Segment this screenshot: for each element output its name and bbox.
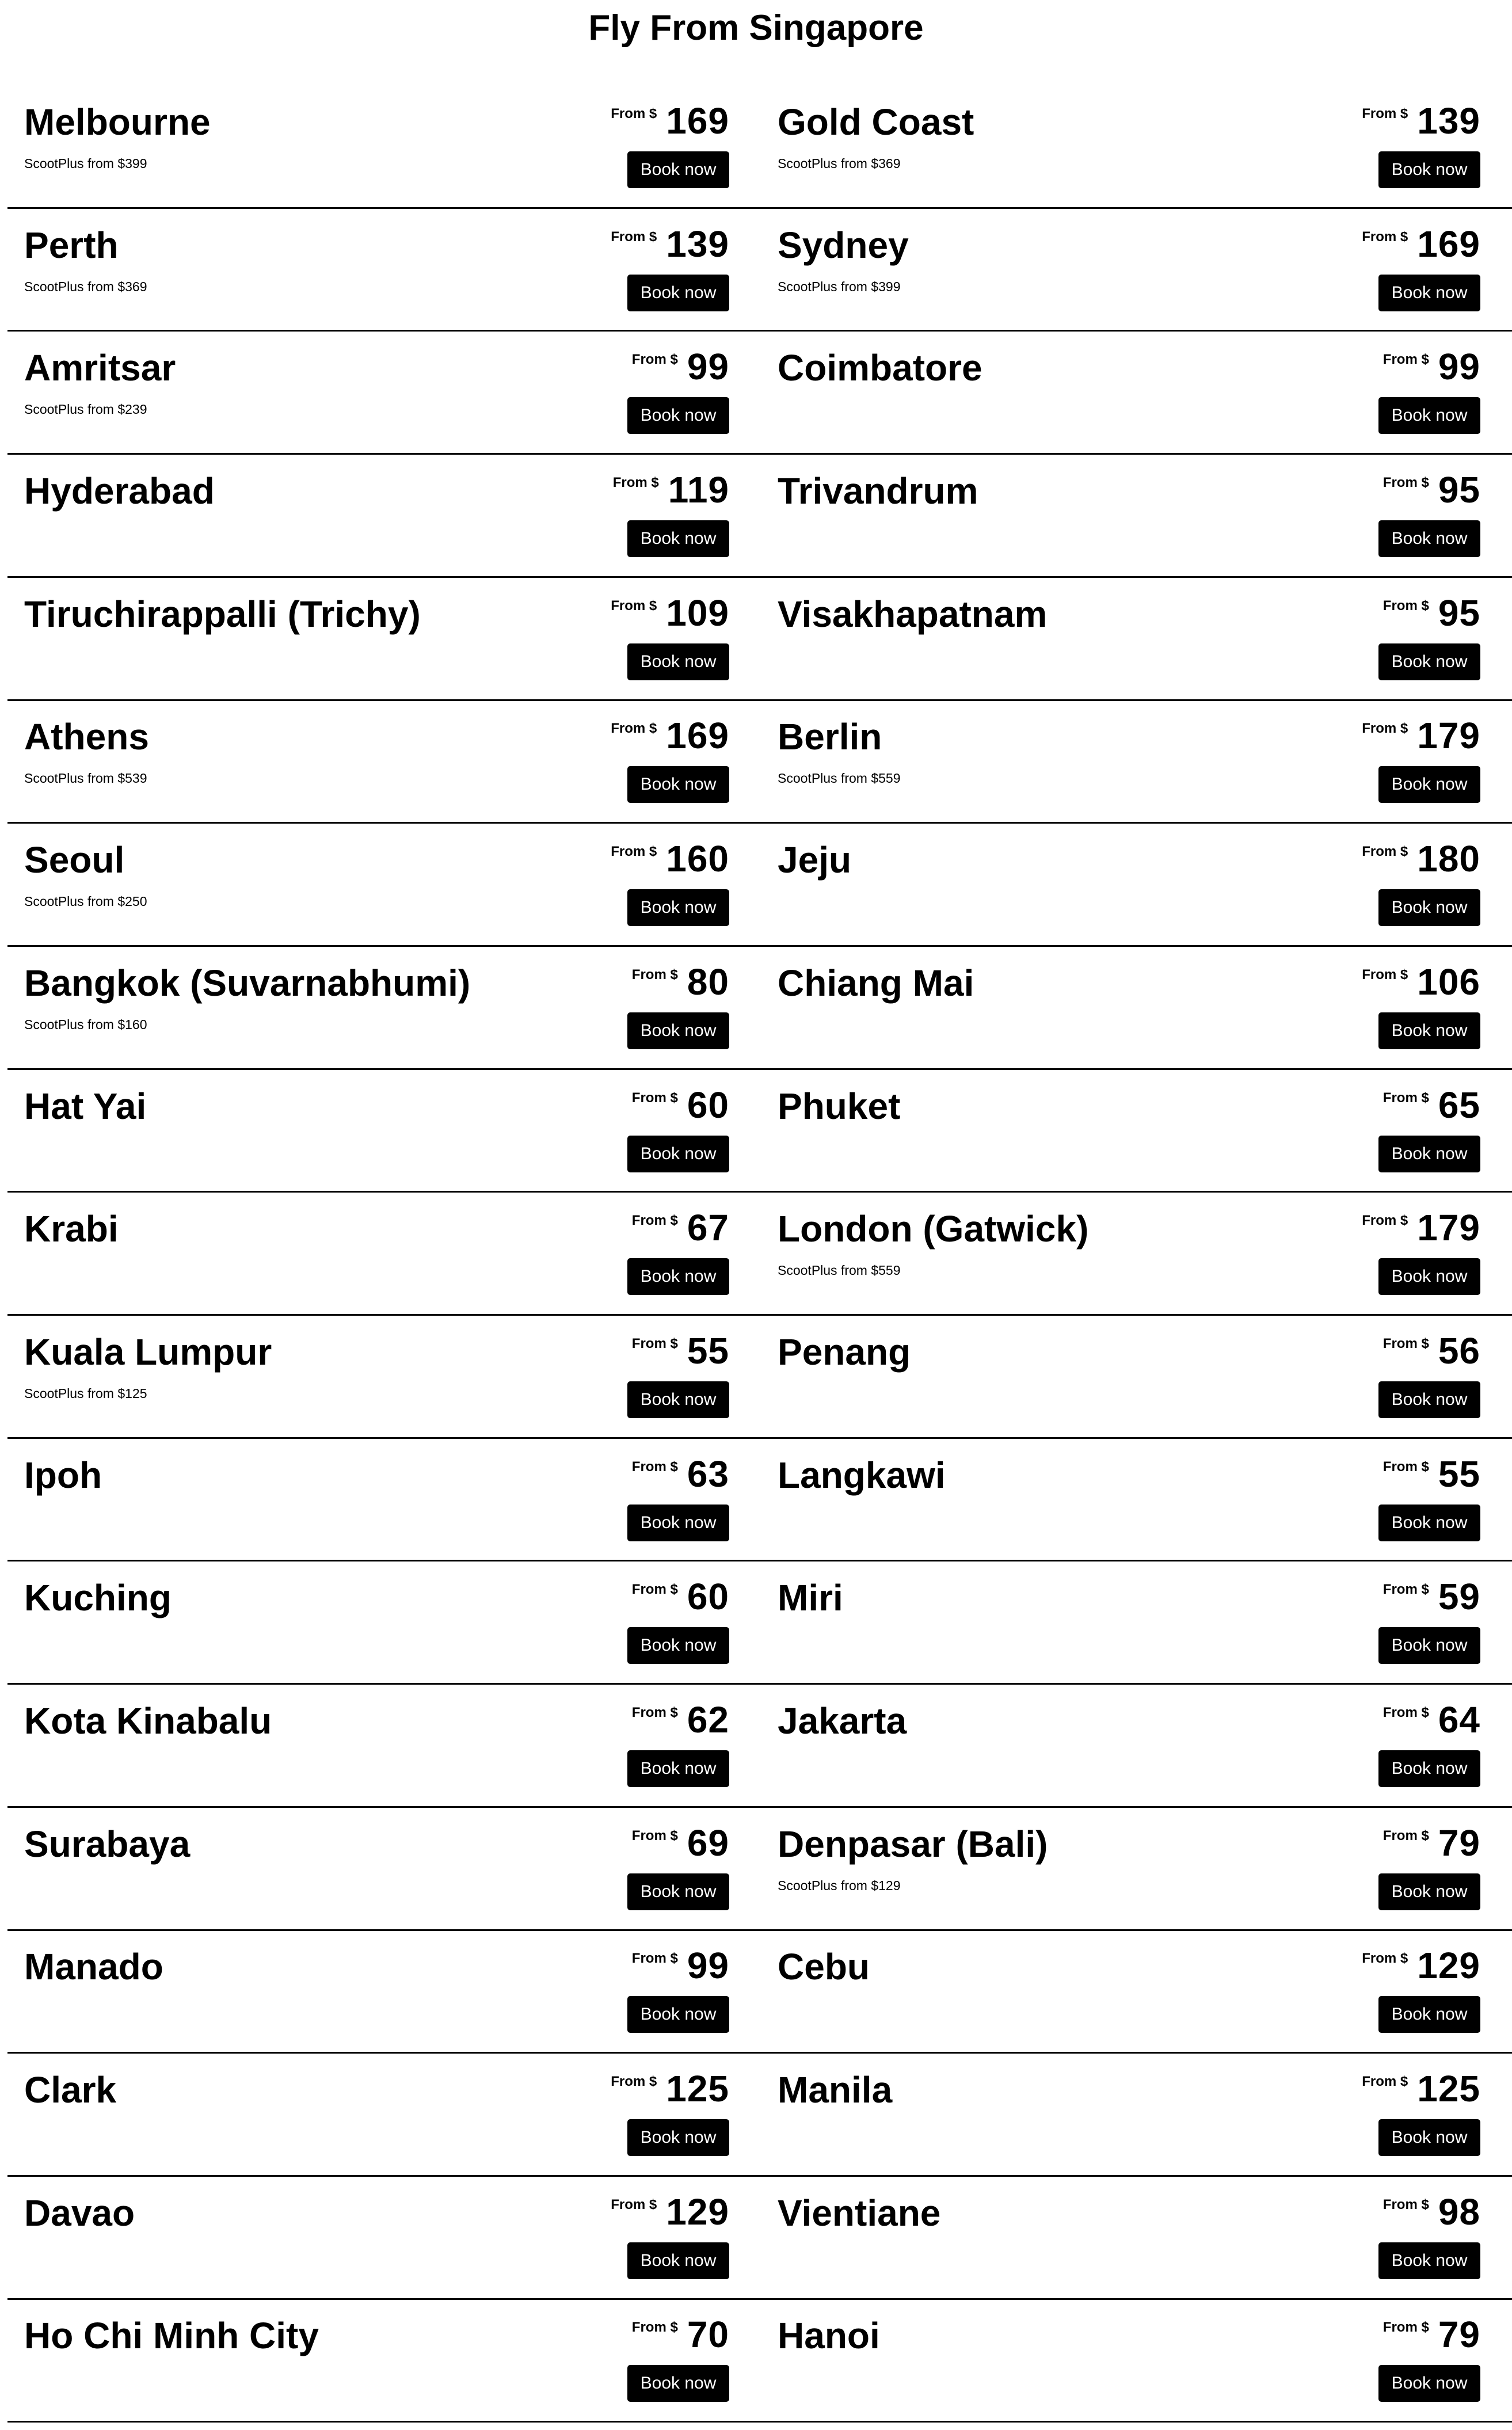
destination-card bbox=[761, 700, 1512, 823]
book-now-button[interactable]: Book now bbox=[1378, 2365, 1480, 2402]
fare-price bbox=[611, 592, 729, 634]
fare-amount: 99 bbox=[687, 1945, 729, 1987]
fare-price bbox=[1362, 715, 1480, 757]
from-label: From $ bbox=[631, 966, 678, 982]
destination-name: Miri bbox=[778, 1577, 843, 1619]
destination-card bbox=[761, 2299, 1512, 2422]
destination-name: Kuching bbox=[24, 1577, 172, 1619]
from-label: From $ bbox=[631, 1704, 678, 1720]
row-divider bbox=[7, 207, 1512, 209]
destination-name: Krabi bbox=[24, 1208, 119, 1250]
fare-amount: 106 bbox=[1417, 961, 1480, 1003]
fare-price bbox=[1362, 223, 1480, 265]
destination-name: Langkawi bbox=[778, 1454, 946, 1496]
fare-amount: 60 bbox=[687, 1084, 729, 1126]
from-label: From $ bbox=[1382, 1827, 1429, 1844]
fare-amount: 139 bbox=[1417, 100, 1480, 142]
destination-card bbox=[761, 1930, 1512, 2053]
fare-price bbox=[631, 1945, 729, 1987]
destination-card bbox=[7, 2053, 761, 2176]
book-now-button[interactable]: Book now bbox=[1378, 1996, 1480, 2033]
from-label: From $ bbox=[1362, 1951, 1408, 1967]
fare-amount: 129 bbox=[1417, 1945, 1480, 1987]
fare-price bbox=[1362, 1207, 1480, 1249]
scootplus-fare: ScootPlus from $239 bbox=[24, 402, 147, 417]
fare-price bbox=[611, 223, 729, 265]
fare-price bbox=[631, 1576, 729, 1618]
row-divider bbox=[7, 1806, 1512, 1808]
from-label: From $ bbox=[631, 1582, 678, 1598]
destination-card bbox=[761, 2176, 1512, 2299]
fare-price bbox=[1382, 1576, 1480, 1618]
scootplus-fare: ScootPlus from $399 bbox=[24, 156, 147, 171]
fare-amount: 95 bbox=[1438, 592, 1480, 634]
destination-card bbox=[761, 1315, 1512, 1438]
from-label: From $ bbox=[1362, 106, 1408, 121]
fare-amount: 79 bbox=[1438, 2314, 1480, 2356]
row-divider bbox=[7, 2421, 1512, 2423]
book-now-button[interactable]: Book now bbox=[1378, 643, 1480, 680]
destination-card bbox=[761, 1192, 1512, 1315]
destination-card bbox=[761, 1069, 1512, 1193]
row-divider bbox=[7, 1929, 1512, 1931]
destination-card bbox=[7, 946, 761, 1069]
from-label: From $ bbox=[631, 1458, 678, 1475]
destination-name: Seoul bbox=[24, 839, 125, 881]
row-divider bbox=[7, 1314, 1512, 1316]
fare-amount: 119 bbox=[668, 469, 729, 511]
fare-price bbox=[1362, 838, 1480, 880]
row-divider bbox=[7, 699, 1512, 701]
fare-price bbox=[611, 715, 729, 757]
fare-price bbox=[631, 1453, 729, 1495]
from-label: From $ bbox=[1382, 475, 1429, 491]
destination-name: Vientiane bbox=[778, 2192, 941, 2234]
fare-amount: 180 bbox=[1417, 838, 1480, 880]
destination-name: Athens bbox=[24, 716, 149, 758]
destination-name: Visakhapatnam bbox=[778, 593, 1048, 635]
fare-price bbox=[611, 838, 729, 880]
row-divider bbox=[7, 330, 1512, 332]
destination-card bbox=[7, 577, 761, 700]
destination-card bbox=[761, 946, 1512, 1069]
destination-card bbox=[7, 454, 761, 577]
scootplus-fare: ScootPlus from $559 bbox=[778, 1263, 901, 1278]
fare-amount: 169 bbox=[666, 100, 729, 142]
book-now-button[interactable]: Book now bbox=[627, 151, 729, 188]
book-now-button[interactable]: Book now bbox=[627, 1627, 729, 1664]
fare-amount: 65 bbox=[1438, 1084, 1480, 1126]
book-now-button[interactable]: Book now bbox=[1378, 889, 1480, 926]
fare-amount: 60 bbox=[687, 1576, 729, 1618]
book-now-button[interactable]: Book now bbox=[1378, 151, 1480, 188]
destination-name: Chiang Mai bbox=[778, 962, 974, 1004]
fare-amount: 79 bbox=[1438, 1822, 1480, 1864]
scootplus-fare: ScootPlus from $129 bbox=[778, 1877, 901, 1893]
book-now-button[interactable]: Book now bbox=[1378, 2242, 1480, 2279]
book-now-button[interactable]: Book now bbox=[1378, 1381, 1480, 1418]
from-label: From $ bbox=[1382, 1090, 1429, 1106]
fare-amount: 129 bbox=[666, 2191, 729, 2233]
fare-amount: 109 bbox=[666, 592, 729, 634]
book-now-button[interactable]: Book now bbox=[1378, 2119, 1480, 2156]
destination-name: Ho Chi Minh City bbox=[24, 2315, 319, 2357]
book-now-button[interactable]: Book now bbox=[627, 889, 729, 926]
from-label: From $ bbox=[1382, 1704, 1429, 1720]
fare-price bbox=[611, 100, 729, 142]
row-divider bbox=[7, 2298, 1512, 2300]
destination-name: Hyderabad bbox=[24, 470, 215, 512]
fare-price bbox=[1362, 1945, 1480, 1987]
destination-name: Gold Coast bbox=[778, 101, 974, 143]
destination-name: Berlin bbox=[778, 716, 882, 758]
destination-name: Manila bbox=[778, 2069, 893, 2111]
fare-price bbox=[1382, 592, 1480, 634]
destination-name: Bangkok (Suvarnabhumi) bbox=[24, 962, 471, 1004]
book-now-button[interactable]: Book now bbox=[1378, 1505, 1480, 1541]
book-now-button[interactable]: Book now bbox=[1378, 1873, 1480, 1910]
fare-amount: 179 bbox=[1417, 715, 1480, 757]
destination-name: Surabaya bbox=[24, 1823, 191, 1865]
destination-name: Kuala Lumpur bbox=[24, 1331, 272, 1373]
destination-name: Manado bbox=[24, 1946, 163, 1988]
destination-card bbox=[761, 208, 1512, 332]
fare-price bbox=[631, 1207, 729, 1249]
fare-amount: 125 bbox=[666, 2068, 729, 2109]
fare-amount: 179 bbox=[1417, 1207, 1480, 1249]
row-divider bbox=[7, 945, 1512, 947]
fare-amount: 69 bbox=[687, 1822, 729, 1864]
from-label: From $ bbox=[631, 1213, 678, 1229]
from-label: From $ bbox=[1362, 2074, 1408, 2089]
fare-price bbox=[1362, 961, 1480, 1003]
scootplus-fare: ScootPlus from $160 bbox=[24, 1016, 147, 1032]
book-now-button[interactable]: Book now bbox=[627, 2119, 729, 2156]
row-divider bbox=[7, 1068, 1512, 1070]
fare-price bbox=[1382, 1822, 1480, 1864]
destination-card bbox=[761, 2053, 1512, 2176]
book-now-button[interactable]: Book now bbox=[627, 2365, 729, 2402]
destination-name: Tiruchirappalli (Trichy) bbox=[24, 593, 421, 635]
from-label: From $ bbox=[631, 1335, 678, 1351]
fare-price bbox=[612, 469, 729, 511]
fare-amount: 139 bbox=[666, 223, 729, 265]
destination-card bbox=[7, 1192, 761, 1315]
book-now-button[interactable]: Book now bbox=[627, 643, 729, 680]
fare-price bbox=[1382, 346, 1480, 388]
from-label: From $ bbox=[612, 475, 659, 491]
from-label: From $ bbox=[611, 106, 657, 121]
from-label: From $ bbox=[1382, 352, 1429, 368]
book-now-button[interactable]: Book now bbox=[1378, 1627, 1480, 1664]
destination-name: Sydney bbox=[778, 224, 909, 266]
from-label: From $ bbox=[611, 2196, 657, 2212]
book-now-button[interactable]: Book now bbox=[627, 1505, 729, 1541]
fare-amount: 169 bbox=[666, 715, 729, 757]
destination-name: Hanoi bbox=[778, 2315, 880, 2357]
fare-price bbox=[611, 2070, 729, 2107]
row-divider bbox=[7, 1437, 1512, 1439]
from-label: From $ bbox=[631, 1090, 678, 1106]
from-label: From $ bbox=[1382, 2319, 1429, 2336]
destination-card bbox=[761, 823, 1512, 946]
destination-name: Jeju bbox=[778, 839, 852, 881]
fare-price bbox=[1382, 469, 1480, 511]
scootplus-fare: ScootPlus from $250 bbox=[24, 894, 147, 909]
fare-price bbox=[631, 346, 729, 388]
destination-name: Clark bbox=[24, 2069, 117, 2111]
book-now-button[interactable]: Book now bbox=[627, 275, 729, 311]
book-now-button[interactable]: Book now bbox=[627, 520, 729, 557]
fare-price bbox=[631, 1330, 729, 1372]
destination-card bbox=[7, 2299, 761, 2422]
fare-price bbox=[1382, 1698, 1480, 1740]
fare-price bbox=[1382, 2191, 1480, 2233]
destination-card bbox=[761, 577, 1512, 700]
book-now-button[interactable]: Book now bbox=[627, 1381, 729, 1418]
destination-name: Trivandrum bbox=[778, 470, 978, 512]
destination-card bbox=[7, 1315, 761, 1438]
destination-name: Perth bbox=[24, 224, 119, 266]
scootplus-fare: ScootPlus from $369 bbox=[778, 156, 901, 171]
destination-name: Amritsar bbox=[24, 347, 176, 389]
fare-amount: 63 bbox=[687, 1453, 729, 1495]
fare-amount: 95 bbox=[1438, 469, 1480, 511]
from-label: From $ bbox=[1362, 721, 1408, 737]
destination-name: Davao bbox=[24, 2192, 135, 2234]
destination-card bbox=[7, 208, 761, 332]
fare-amount: 56 bbox=[1438, 1330, 1480, 1372]
from-label: From $ bbox=[1382, 1458, 1429, 1475]
row-divider bbox=[7, 2052, 1512, 2054]
from-label: From $ bbox=[1382, 2196, 1429, 2212]
book-now-button[interactable]: Book now bbox=[627, 397, 729, 434]
row-divider bbox=[7, 453, 1512, 455]
fare-amount: 62 bbox=[687, 1698, 729, 1740]
from-label: From $ bbox=[631, 2319, 678, 2336]
from-label: From $ bbox=[631, 1827, 678, 1844]
fare-amount: 99 bbox=[687, 346, 729, 388]
from-label: From $ bbox=[1362, 844, 1408, 860]
destination-card bbox=[7, 823, 761, 946]
scootplus-fare: ScootPlus from $539 bbox=[24, 771, 147, 786]
destination-card bbox=[761, 454, 1512, 577]
destination-name: Kota Kinabalu bbox=[24, 1700, 272, 1742]
fare-amount: 125 bbox=[1417, 2068, 1480, 2109]
book-now-button[interactable]: Book now bbox=[1378, 397, 1480, 434]
destination-card bbox=[7, 331, 761, 454]
fare-price bbox=[611, 2191, 729, 2233]
row-divider bbox=[7, 822, 1512, 824]
destination-name: Melbourne bbox=[24, 101, 211, 143]
from-label: From $ bbox=[1382, 597, 1429, 614]
from-label: From $ bbox=[611, 597, 657, 614]
destination-card bbox=[761, 1807, 1512, 1930]
destination-card bbox=[7, 1807, 761, 1930]
fare-price bbox=[1382, 2314, 1480, 2356]
destination-card bbox=[761, 331, 1512, 454]
book-now-button[interactable]: Book now bbox=[627, 1012, 729, 1049]
destination-name: London (Gatwick) bbox=[778, 1208, 1089, 1250]
fare-price bbox=[631, 1698, 729, 1740]
scootplus-fare: ScootPlus from $369 bbox=[24, 279, 147, 294]
row-divider bbox=[7, 1683, 1512, 1685]
fare-price bbox=[631, 1084, 729, 1126]
from-label: From $ bbox=[1362, 966, 1408, 982]
destination-card bbox=[7, 85, 761, 208]
destination-name: Penang bbox=[778, 1331, 911, 1373]
fare-price bbox=[1382, 1330, 1480, 1372]
fare-amount: 99 bbox=[1438, 346, 1480, 388]
book-now-button[interactable]: Book now bbox=[1378, 1258, 1480, 1295]
fare-amount: 98 bbox=[1438, 2191, 1480, 2233]
destination-name: Phuket bbox=[778, 1085, 901, 1127]
destination-card bbox=[761, 1684, 1512, 1807]
destination-card bbox=[7, 1069, 761, 1193]
from-label: From $ bbox=[611, 844, 657, 860]
destination-card bbox=[7, 1684, 761, 1807]
from-label: From $ bbox=[611, 721, 657, 737]
book-now-button[interactable]: Book now bbox=[627, 1136, 729, 1172]
destination-card bbox=[761, 85, 1512, 208]
book-now-button[interactable]: Book now bbox=[1378, 1012, 1480, 1049]
from-label: From $ bbox=[631, 352, 678, 368]
row-divider bbox=[7, 2175, 1512, 2177]
destination-name: Denpasar (Bali) bbox=[778, 1823, 1048, 1865]
destination-name: Jakarta bbox=[778, 1700, 907, 1742]
fare-price bbox=[1382, 1453, 1480, 1495]
fare-price bbox=[1362, 2070, 1480, 2107]
destination-card bbox=[7, 1561, 761, 1684]
fare-amount: 55 bbox=[687, 1330, 729, 1372]
book-now-button[interactable]: Book now bbox=[627, 766, 729, 803]
fare-price bbox=[1362, 100, 1480, 142]
from-label: From $ bbox=[1362, 228, 1408, 245]
fare-price bbox=[631, 1822, 729, 1864]
from-label: From $ bbox=[1362, 1213, 1408, 1229]
book-now-button[interactable]: Book now bbox=[627, 1750, 729, 1787]
fare-price bbox=[1382, 1084, 1480, 1126]
book-now-button[interactable]: Book now bbox=[627, 2242, 729, 2279]
from-label: From $ bbox=[611, 228, 657, 245]
scootplus-fare: ScootPlus from $125 bbox=[24, 1385, 147, 1401]
fare-amount: 160 bbox=[666, 838, 729, 880]
book-now-button[interactable]: Book now bbox=[1378, 520, 1480, 557]
from-label: From $ bbox=[1382, 1582, 1429, 1598]
from-label: From $ bbox=[1382, 1335, 1429, 1351]
scootplus-fare: ScootPlus from $559 bbox=[778, 771, 901, 786]
book-now-button[interactable]: Book now bbox=[627, 1873, 729, 1910]
fare-amount: 70 bbox=[687, 2314, 729, 2356]
fare-amount: 169 bbox=[1417, 223, 1480, 265]
book-now-button[interactable]: Book now bbox=[1378, 275, 1480, 311]
fare-amount: 64 bbox=[1438, 1698, 1480, 1740]
fare-price bbox=[631, 2314, 729, 2356]
book-now-button[interactable]: Book now bbox=[1378, 766, 1480, 803]
destination-card bbox=[7, 2176, 761, 2299]
fare-amount: 55 bbox=[1438, 1453, 1480, 1495]
row-divider bbox=[7, 1560, 1512, 1561]
fare-amount: 67 bbox=[687, 1207, 729, 1249]
fare-amount: 80 bbox=[687, 961, 729, 1003]
page-title: Fly From Singapore bbox=[588, 7, 924, 48]
destination-name: Coimbatore bbox=[778, 347, 982, 389]
row-divider bbox=[7, 1191, 1512, 1193]
destination-card bbox=[761, 1438, 1512, 1561]
destination-name: Hat Yai bbox=[24, 1085, 147, 1127]
destination-name: Cebu bbox=[778, 1946, 870, 1988]
destination-grid bbox=[7, 85, 1512, 2422]
destination-card bbox=[761, 1561, 1512, 1684]
row-divider bbox=[7, 576, 1512, 578]
fare-price bbox=[631, 961, 729, 1003]
book-now-button[interactable]: Book now bbox=[1378, 1136, 1480, 1172]
from-label: From $ bbox=[611, 2074, 657, 2089]
destination-card bbox=[7, 1438, 761, 1561]
destination-card bbox=[7, 1930, 761, 2053]
book-now-button[interactable]: Book now bbox=[627, 1996, 729, 2033]
scootplus-fare: ScootPlus from $399 bbox=[778, 279, 901, 294]
book-now-button[interactable]: Book now bbox=[1378, 1750, 1480, 1787]
book-now-button[interactable]: Book now bbox=[627, 1258, 729, 1295]
from-label: From $ bbox=[631, 1951, 678, 1967]
destination-card bbox=[7, 700, 761, 823]
destination-name: Ipoh bbox=[24, 1454, 102, 1496]
fare-amount: 59 bbox=[1438, 1576, 1480, 1618]
